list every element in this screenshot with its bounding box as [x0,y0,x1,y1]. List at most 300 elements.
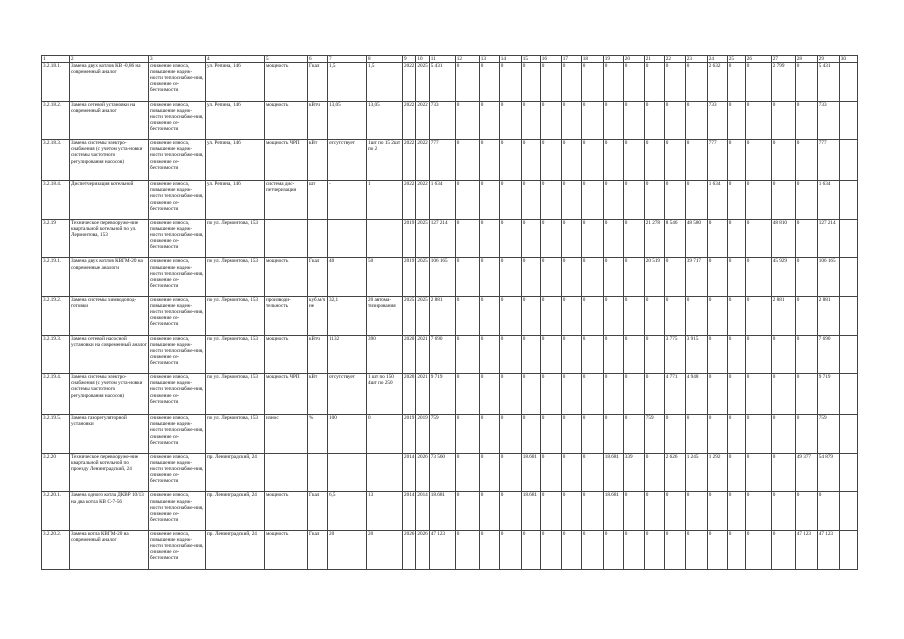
table-cell: 0 [521,335,540,374]
column-number-cell: 16 [540,56,561,63]
table-cell: 0 [561,531,581,570]
table-cell: 0 [771,415,795,454]
table-cell: 0 [644,531,664,570]
table-cell: 50 [367,258,403,297]
table-cell: 0 [581,492,603,531]
table-cell: 3.2.20.1. [42,492,70,531]
table-cell: 0 [603,374,623,415]
table-cell: 2022 [403,101,416,140]
table-cell [367,453,403,492]
table-cell: 339 [623,453,644,492]
table-cell: 0 [623,374,644,415]
table-cell: 0 [479,374,499,415]
table-cell: Замена системы электро-снабжения (с учетом уста-новки системы частотного регулирования насосов) [70,374,149,415]
column-number-cell: 9 [403,56,416,63]
table-cell: 0 [521,101,540,140]
table-cell [839,63,857,102]
table-cell: 0 [581,219,603,258]
table-cell: 0 [521,531,540,570]
table-cell: 0 [603,258,623,297]
table-cell: 3.2.18.2. [42,101,70,140]
table-cell: 0 [745,140,771,181]
table-cell: 0 [771,531,795,570]
table-cell: 0 [623,181,644,220]
table-cell: 20 автома-тизирования [367,297,403,336]
column-number-cell: 4 [206,56,265,63]
table-cell [265,453,308,492]
column-number-cell: 22 [664,56,685,63]
table-cell: 2020 [403,335,416,374]
table-cell: 3.2.18.3. [42,140,70,181]
table-cell: 0 [623,140,644,181]
table-cell: 40 [328,258,367,297]
table-cell: снижение износа, повышение надеж-ности теплоснабже-ния, снижение се-бестоимости [149,453,206,492]
table-cell: 0 [771,492,795,531]
table-cell: 0 [707,335,727,374]
table-cell: 0 [817,492,839,531]
table-cell: 0 [455,492,479,531]
table-cell: 0 [479,101,499,140]
table-cell: снижение износа, повышение надеж-ности теплоснабже-ния, снижение се-бестоимости [149,374,206,415]
table-cell: 0 [603,219,623,258]
table-cell: 0 [727,453,745,492]
column-number-cell: 5 [265,56,308,63]
table-cell: 0 [455,415,479,454]
table-cell: 4 948 [685,374,707,415]
table-cell: 0 [644,453,664,492]
table-cell: 0 [521,181,540,220]
column-number-cell: 28 [795,56,817,63]
table-cell: 18.681 [521,453,540,492]
column-number-cell: 30 [839,56,857,63]
table-cell: по ул. Лермонтова, 153 [206,219,265,258]
table-cell: 0 [664,531,685,570]
table-cell: 390 [367,335,403,374]
table-cell: 39 717 [685,258,707,297]
table-cell: 1 [367,181,403,220]
table-cell: 0 [499,63,521,102]
table-row [42,374,858,415]
table-cell [328,453,367,492]
column-number-cell: 18 [581,56,603,63]
table-cell [839,415,857,454]
table-cell: 47 123 [817,531,839,570]
table-cell: 127 214 [429,219,455,258]
table-cell: 0 [644,63,664,102]
table-cell: 18.681 [603,453,623,492]
table-cell: 0 [795,492,817,531]
table-cell: 0 [521,297,540,336]
table-cell: 0 [455,258,479,297]
table-cell: 0 [521,415,540,454]
table-row [42,140,858,181]
column-number-cell: 23 [685,56,707,63]
table-cell: 0 [795,181,817,220]
table-cell: 0 [623,492,644,531]
table-cell: 0 [727,335,745,374]
table-cell: Гкал [308,258,328,297]
table-cell: 0 [795,63,817,102]
table-cell: 0 [727,492,745,531]
table-cell: 0 [644,181,664,220]
table-cell [839,101,857,140]
table-cell: 3.2.20 [42,453,70,492]
column-number-cell: 8 [367,56,403,63]
table-cell: Замена сетевой насосной установки на современный аналог [70,335,149,374]
table-cell: 13,05 [328,101,367,140]
table-cell: 9 719 [817,374,839,415]
table-cell: 0 [623,297,644,336]
table-cell: 0 [707,492,727,531]
table-cell: 9 719 [429,374,455,415]
table-cell: 0 [540,63,561,102]
table-cell: 20 [328,531,367,570]
table-cell: 3 775 [664,335,685,374]
table-cell: 0 [623,335,644,374]
table-cell: 0 [603,531,623,570]
table-cell: 0 [581,453,603,492]
table-cell: 0 [499,492,521,531]
table-cell: снижение износа, повышение надеж-ности теплоснабже-ния, снижение се-бестоимости [149,492,206,531]
table-cell: 0 [499,415,521,454]
table-cell: 2022 [403,140,416,181]
table-cell: снижение износа, повышение надеж-ности теплоснабже-ния, снижение се-бестоимости [149,415,206,454]
table-cell: 2 881 [771,297,795,336]
table-cell: 7 690 [429,335,455,374]
table-row [42,531,858,570]
column-number-cell: 7 [328,56,367,63]
table-cell: 2021 [416,374,429,415]
table-cell: 2026 [403,531,416,570]
table-cell [839,453,857,492]
table-cell [265,219,308,258]
table-cell: 0 [745,63,771,102]
column-number-cell: 19 [603,56,623,63]
table-cell: 0 [561,297,581,336]
table-cell: 0 [603,101,623,140]
table-cell: 0 [540,258,561,297]
table-cell: 0 [745,453,771,492]
table-cell: 0 [685,297,707,336]
table-cell: 0 [603,335,623,374]
table-cell: 733 [707,101,727,140]
table-cell: кВт [308,374,328,415]
table-cell: 0 [540,492,561,531]
table-cell: пр. Ленинградский, 24 [206,492,265,531]
table-cell: мощность [265,335,308,374]
table-cell: 2 881 [817,297,839,336]
table-cell: 0 [479,335,499,374]
table-cell: 0 [540,101,561,140]
table-cell: 1132 [328,335,367,374]
table-cell: Гкал [308,63,328,102]
table-cell: 0 [623,258,644,297]
table-cell: 0 [540,531,561,570]
table-cell: 0 [644,492,664,531]
table-cell: 0 [581,181,603,220]
table-cell: 777 [429,140,455,181]
table-cell: 0 [561,63,581,102]
table-cell: 8 546 [664,219,685,258]
column-number-row [42,56,858,63]
table-cell: 0 [455,140,479,181]
table-cell: 0 [623,101,644,140]
column-number-cell: 3 [149,56,206,63]
table-cell: 0 [644,101,664,140]
table-cell: 18.681 [521,492,540,531]
table-row [42,63,858,102]
table-cell: 0 [745,258,771,297]
table-cell: 0 [499,374,521,415]
table-cell: 0 [644,140,664,181]
table-cell: 32,1 [328,297,367,336]
table-cell [839,297,857,336]
table-cell: по ул. Лермонтова, 153 [206,335,265,374]
table-cell: 0 [521,258,540,297]
table-cell: 0 [479,219,499,258]
table-cell: 0 [367,415,403,454]
table-cell: ул. Репина, 146 [206,181,265,220]
table-cell: 0 [455,297,479,336]
table-cell: 0 [499,258,521,297]
table-cell: 1 634 [429,181,455,220]
table-cell: мощность ЧРП [265,140,308,181]
table-cell: 48 810 [771,219,795,258]
table-cell: 2020 [403,374,416,415]
table-cell: 0 [664,140,685,181]
table-cell: 20 [367,531,403,570]
table-cell: 0 [685,531,707,570]
table-cell: 0 [521,63,540,102]
table-cell: 0 [499,297,521,336]
table-cell: 0 [727,258,745,297]
table-cell: 0 [581,63,603,102]
table-cell: снижение износа, повышение надеж-ности теплоснабже-ния, снижение се-бестоимости [149,140,206,181]
table-cell [839,492,857,531]
table-cell: Замена системы электро-снабжения (с учетом уста-новки системы частотного регулирования насосов) [70,140,149,181]
table-row [42,181,858,220]
table-cell: 3.2.20.2. [42,531,70,570]
table-cell: 0 [685,492,707,531]
table-cell: 0 [561,453,581,492]
table-cell: по ул. Лермонтова, 153 [206,297,265,336]
table-cell: 2 632 [707,63,727,102]
table-cell: Замена системы химводопод-готовки [70,297,149,336]
table-cell: Техническое перевооруже-ние квартальной котельной по проезду Ленинградский, 24 [70,453,149,492]
table-row [42,415,858,454]
table-cell: 0 [581,297,603,336]
table-cell: 2022 [416,101,429,140]
column-number-cell: 20 [623,56,644,63]
table-cell: 0 [664,63,685,102]
table-cell: 0 [561,335,581,374]
table-cell: 0 [745,531,771,570]
table-cell: 21 278 [644,219,664,258]
table-cell: 0 [479,453,499,492]
table-cell: 0 [521,219,540,258]
table-cell: 0 [521,374,540,415]
table-cell: 0 [707,219,727,258]
table-cell: пр. Ленинградский, 24 [206,531,265,570]
table-cell: 777 [707,140,727,181]
column-number-cell: 24 [707,56,727,63]
table-cell: 0 [707,297,727,336]
table-cell: 0 [795,374,817,415]
table-cell: 0 [540,453,561,492]
table-cell: 0 [623,63,644,102]
table-cell: по ул. Лермонтова, 153 [206,374,265,415]
table-cell: 0 [479,258,499,297]
table-cell: 0 [644,297,664,336]
table-cell: Диспетчеризация котельной [70,181,149,220]
table-cell: 2022 [416,140,429,181]
table-cell: 0 [795,101,817,140]
table-cell: 0 [745,492,771,531]
table-cell: 0 [727,374,745,415]
table-cell: 0 [745,415,771,454]
table-cell: 18.681 [429,492,455,531]
table-cell: 1 634 [707,181,727,220]
table-cell: 2019 [416,415,429,454]
table-cell: 0 [745,374,771,415]
table-cell: 0 [540,335,561,374]
table-cell: 0 [479,492,499,531]
table-cell: 0 [455,101,479,140]
table-cell [839,181,857,220]
table-cell: по ул. Лермонтова, 153 [206,415,265,454]
table-cell: мощность [265,258,308,297]
table-cell: 0 [745,219,771,258]
table-cell: 6,5 [328,492,367,531]
table-cell: Замена двух котлов КВ -0,86 на современный аналог [70,63,149,102]
table-cell: производи-тельность [265,297,308,336]
table-cell: 0 [603,297,623,336]
table-cell: 1,5 [367,63,403,102]
table-cell: снижение износа, повышение надеж-ности теплоснабже-ния, снижение се-бестоимости [149,181,206,220]
column-number-cell: 27 [771,56,795,63]
table-cell: 0 [479,181,499,220]
table-cell: 0 [479,415,499,454]
table-cell: 48 580 [685,219,707,258]
table-cell: % [308,415,328,454]
table-row [42,258,858,297]
table-cell: 0 [623,415,644,454]
table-cell: 0 [644,335,664,374]
table-cell: 0 [455,374,479,415]
table-cell: 0 [685,140,707,181]
table-cell: кВтч [308,101,328,140]
table-cell: 0 [581,415,603,454]
table-cell: 1шт по 15 2шт по 2 [367,140,403,181]
table-cell: 0 [581,531,603,570]
table-cell: 0 [795,297,817,336]
table-cell: 0 [623,531,644,570]
table-cell: 759 [817,415,839,454]
column-number-cell: 25 [727,56,745,63]
column-number-cell: 12 [455,56,479,63]
column-number-cell: 1 [42,56,70,63]
table-cell: 0 [727,181,745,220]
table-cell: 1 шт по 150 4шт по 250 [367,374,403,415]
table-cell: 3.2.18.4. [42,181,70,220]
table-cell: 2025 [416,63,429,102]
table-cell: мощность [265,63,308,102]
table-cell: 2022 [403,63,416,102]
column-number-cell: 6 [308,56,328,63]
table-cell: 0 [685,415,707,454]
table-cell: мощность [265,531,308,570]
table-cell: 0 [707,531,727,570]
column-number-cell: 11 [429,56,455,63]
table-cell: 0 [561,140,581,181]
column-number-cell: 21 [644,56,664,63]
table-cell [839,335,857,374]
table-cell: 3.2.19.1. [42,258,70,297]
table-cell [308,219,328,258]
table-cell: Замена одного котла ДКВР 10/13 на два котла КВ С-7-56 [70,492,149,531]
table-cell: 0 [499,181,521,220]
table-cell: 0 [603,415,623,454]
table-cell: 0 [479,297,499,336]
table-cell: Замена газорегуляторной установки [70,415,149,454]
table-cell: снижение износа, повышение надеж-ности теплоснабже-ния, снижение се-бестоимости [149,297,206,336]
table-cell: 0 [707,258,727,297]
table-cell: 0 [561,415,581,454]
table-cell: 0 [540,140,561,181]
table-cell: 733 [817,101,839,140]
table-row [42,219,858,258]
table-cell: снижение износа, повышение надеж-ности теплоснабже-ния, снижение се-бестоимости [149,63,206,102]
table-cell: 759 [644,415,664,454]
table-cell: 0 [795,140,817,181]
table-cell: 0 [623,219,644,258]
table-cell: шт [308,181,328,220]
table-cell: 0 [727,140,745,181]
table-cell: 0 [727,297,745,336]
table-cell: 13 [367,492,403,531]
table-cell: 0 [540,297,561,336]
table-cell: 0 [581,258,603,297]
table-cell: 2019 [403,415,416,454]
table-cell [839,219,857,258]
table-cell: 106 165 [429,258,455,297]
table-cell: 0 [771,453,795,492]
table-cell: 3.2.19.4. [42,374,70,415]
table-cell: 5 431 [429,63,455,102]
table-cell: 0 [771,140,795,181]
table-cell: 1 634 [817,181,839,220]
table-cell: 0 [540,374,561,415]
table-cell: 0 [795,219,817,258]
table-cell: 2022 [403,181,416,220]
table-cell: 0 [581,335,603,374]
table-cell: 13,05 [367,101,403,140]
column-number-cell: 14 [499,56,521,63]
table-cell: по ул. Лермонтова, 153 [206,258,265,297]
table-cell: 0 [727,101,745,140]
table-cell: 3.2.19.5. [42,415,70,454]
table-cell: 0 [479,63,499,102]
table-cell: 0 [455,335,479,374]
table-cell: 0 [745,335,771,374]
table-cell: 0 [745,181,771,220]
table-cell: 2 626 [664,453,685,492]
table-cell: 0 [771,101,795,140]
table-row [42,335,858,374]
table-cell: 106 165 [817,258,839,297]
table-cell: 4 771 [664,374,685,415]
table-cell: 0 [685,181,707,220]
